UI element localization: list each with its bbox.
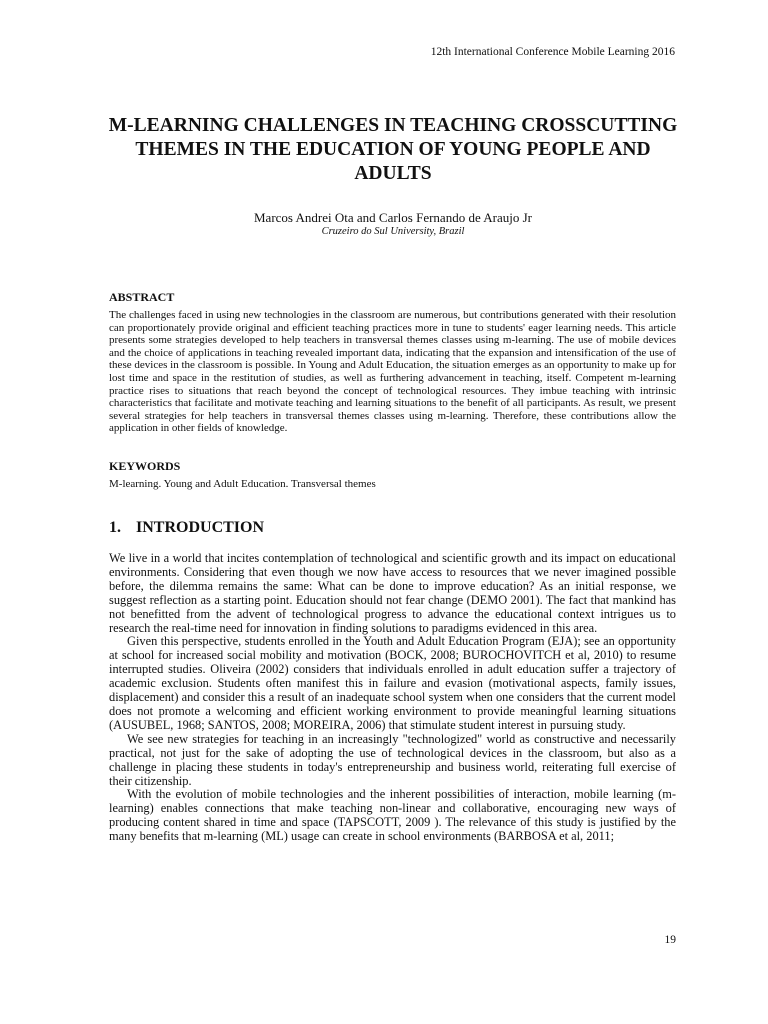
paper-affiliation: Cruzeiro do Sul University, Brazil [321, 226, 465, 237]
introduction-heading [109, 519, 264, 537]
page-number: 19 [664, 934, 676, 946]
intro-paragraph: With the evolution of mobile technologies and the inherent possibilities of interaction, mobile learning (m-learning) enables connections that make teaching non-linear and collaborative, encouraging new ways of producing content shared in time and space (TAPSCOTT, 2009 ). The relevance of this study is justified by the many benefits that m-learning (ML) usage can create in school environments (BARBOSA et al, 2011; [109, 787, 676, 844]
keywords-heading: KEYWORDS [109, 459, 181, 473]
keywords-text: M-learning. Young and Adult Education. Transversal themes [109, 478, 376, 490]
intro-paragraph: We live in a world that incites contemplation of technological and scientific growth and its impact on educational environments. Considering that even though we now have access to resources that we never imagined possible before, the dilemma remains the same: What can be done to improve education? As an initial response, we suggest reflection as a starting point. Education should not fear change (DEMO 2001). The fact that mankind has not benefitted from the advent of technological progress to advance the educational context intrigues us to research the real-time need for innovation in finding solutions to paradigms evidenced in this area. [109, 551, 676, 635]
running-header: 12th International Conference Mobile Learning 2016 [430, 46, 675, 58]
intro-paragraph: Given this perspective, students enrolled in the Youth and Adult Education Program (EJA); see an opportunity at school for increased social mobility and motivation (BOCK, 2008; BUROCHOVITCH et al, 2010) to resume interrupted studies. Oliveira (2002) considers that individuals enrolled in adult education suffer a trajectory of academic exclusion. Students often manifest this in failure and evasion (motivational aspects, family issues, displacement) and consider this a result of an inadequate school system when one considers that the current model does not promote a welcoming and efficient working environment to provide meaningful learning situations (AUSUBEL, 1968; SANTOS, 2008; MOREIRA, 2006) that stimulate student interest in pursuing study. [109, 634, 676, 732]
abstract-heading: ABSTRACT [109, 290, 175, 304]
paper-authors: Marcos Andrei Ota and Carlos Fernando de Araujo Jr [254, 210, 532, 225]
section-title: INTRODUCTION [136, 519, 265, 536]
paper-title: M-LEARNING CHALLENGES IN TEACHING CROSSCUTTING THEMES IN THE EDUCATION OF YOUNG PEOPLE AND ADULTS [108, 115, 678, 184]
introduction-body [109, 552, 676, 844]
section-number: 1. [109, 519, 121, 536]
intro-paragraph: We see new strategies for teaching in an increasingly "technologized" world as constructive and necessarily practical, not just for the sake of adopting the use of technological devices in the classroom, but also as a challenge in placing these students in today's entrepreneurship and business world, reiterating full exercise of their citizenship. [109, 731, 676, 788]
abstract-text: The challenges faced in using new technologies in the classroom are numerous, but contributions generated with their resolution can proportionately provide original and efficient teaching practices more in tune to students' eager learning needs. This article presents some strategies developed to help teachers in transversal themes classes using m-learning. The use of mobile devices and the choice of applications in teaching revealed important data, indicating that the expansion and intensification of the use of these devices in the classroom is possible. In Young and Adult Education, the situation emerges as an opportunity to make up for lost time and space in the restitution of studies, as well as furthering advancement in teaching, itself. Competent m-learning practice rises to situations that reach beyond the concept of technological resources. They imbue teaching with intrinsic characteristics that facilitate and motivate teaching and learning situations to the benefit of all participants. As result, we present several strategies for help teachers in transversal themes classes using m-learning. Therefore, these contributions allow the application in other fields of knowledge. [109, 309, 676, 435]
